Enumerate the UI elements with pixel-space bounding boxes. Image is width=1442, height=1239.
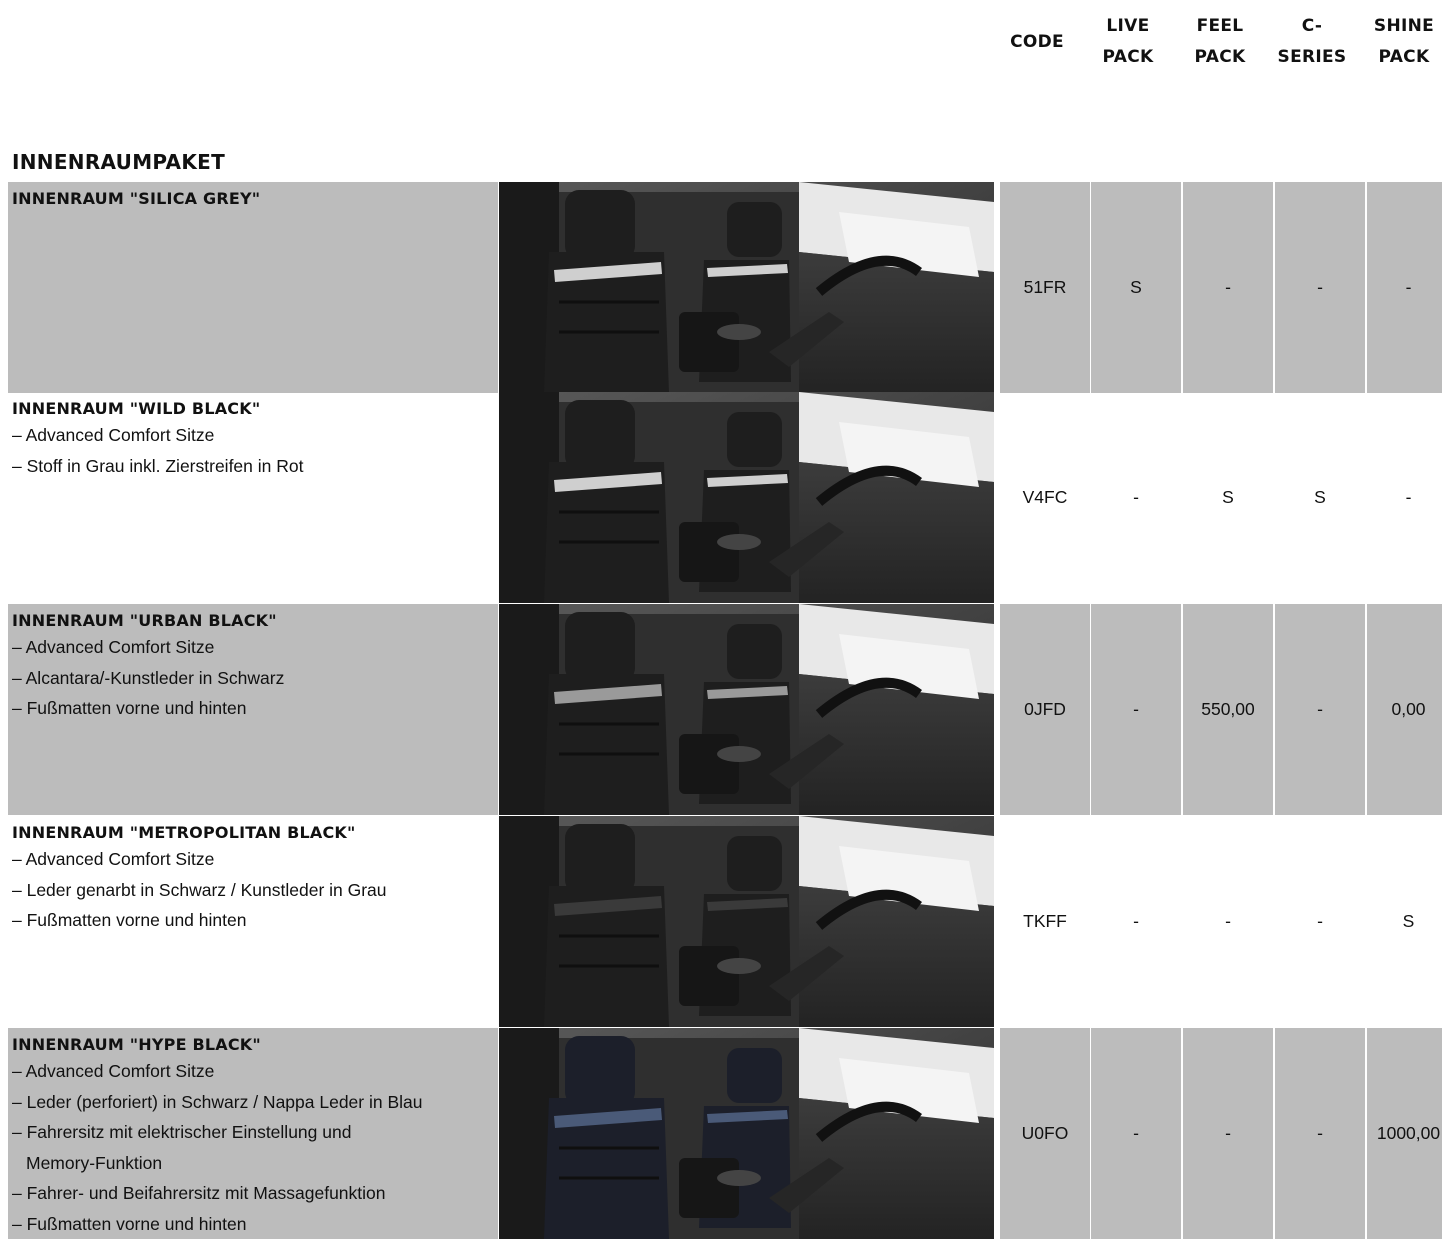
option-row bbox=[8, 1028, 1442, 1239]
c-series-cell: - bbox=[1275, 182, 1365, 393]
feature-item: – Fahrer- und Beifahrersitz mit Massagefunktion bbox=[12, 1178, 494, 1209]
code-cell: U0FO bbox=[1000, 1028, 1090, 1239]
shine-pack-cell: - bbox=[1367, 182, 1442, 393]
code-cell: 51FR bbox=[1000, 182, 1090, 393]
column-header-live-pack: LIVE PACK bbox=[1083, 10, 1173, 74]
feature-list bbox=[12, 844, 494, 936]
feature-item: – Advanced Comfort Sitze bbox=[12, 632, 494, 663]
feature-item: – Fußmatten vorne und hinten bbox=[12, 693, 494, 724]
option-title: INNENRAUM "HYPE BLACK" bbox=[12, 1034, 494, 1056]
description-cell bbox=[8, 1028, 498, 1239]
feature-list bbox=[12, 1056, 494, 1239]
shine-pack-cell: - bbox=[1367, 392, 1442, 603]
option-row bbox=[8, 604, 1442, 815]
feel-pack-cell: - bbox=[1183, 816, 1273, 1027]
interior-photo-wild-black bbox=[499, 392, 994, 603]
live-pack-cell: - bbox=[1091, 604, 1181, 815]
option-title: INNENRAUM "URBAN BLACK" bbox=[12, 610, 494, 632]
section-title: INNENRAUMPAKET bbox=[12, 150, 225, 174]
feature-item: – Fahrersitz mit elektrischer Einstellung und Memory-Funktion bbox=[12, 1117, 494, 1178]
description-cell bbox=[8, 604, 498, 815]
feature-item: – Leder (perforiert) in Schwarz / Nappa Leder in Blau bbox=[12, 1087, 494, 1118]
code-cell: TKFF bbox=[1000, 816, 1090, 1027]
description-cell bbox=[8, 392, 498, 603]
column-header-c-series: C- SERIES bbox=[1267, 10, 1357, 74]
live-pack-cell: - bbox=[1091, 816, 1181, 1027]
live-pack-cell: - bbox=[1091, 1028, 1181, 1239]
code-cell: V4FC bbox=[1000, 392, 1090, 603]
shine-pack-cell: 0,00 bbox=[1367, 604, 1442, 815]
code-cell: 0JFD bbox=[1000, 604, 1090, 815]
feel-pack-cell: - bbox=[1183, 182, 1273, 393]
column-header-code: CODE bbox=[992, 10, 1082, 74]
description-cell bbox=[8, 816, 498, 1027]
option-row bbox=[8, 182, 1442, 393]
shine-pack-cell: S bbox=[1367, 816, 1442, 1027]
live-pack-cell: - bbox=[1091, 392, 1181, 603]
feel-pack-cell: S bbox=[1183, 392, 1273, 603]
option-title: INNENRAUM "WILD BLACK" bbox=[12, 398, 494, 420]
feature-item: – Leder genarbt in Schwarz / Kunstleder in Grau bbox=[12, 875, 494, 906]
interior-photo-metropolitan-black bbox=[499, 816, 994, 1027]
column-header-shine-pack: SHINE PACK bbox=[1359, 10, 1442, 74]
option-row bbox=[8, 392, 1442, 603]
live-pack-cell: S bbox=[1091, 182, 1181, 393]
feature-item: – Advanced Comfort Sitze bbox=[12, 844, 494, 875]
description-cell bbox=[8, 182, 498, 393]
interior-photo-silica-grey bbox=[499, 182, 994, 393]
feature-list bbox=[12, 632, 494, 724]
option-row bbox=[8, 816, 1442, 1027]
feel-pack-cell: 550,00 bbox=[1183, 604, 1273, 815]
interior-photo-hype-black bbox=[499, 1028, 994, 1239]
feature-list bbox=[12, 420, 494, 481]
feature-item: – Fußmatten vorne und hinten bbox=[12, 905, 494, 936]
c-series-cell: S bbox=[1275, 392, 1365, 603]
feature-item: – Stoff in Grau inkl. Zierstreifen in Rot bbox=[12, 451, 494, 482]
c-series-cell: - bbox=[1275, 1028, 1365, 1239]
feature-item: – Fußmatten vorne und hinten bbox=[12, 1209, 494, 1239]
feel-pack-cell: - bbox=[1183, 1028, 1273, 1239]
feature-item: – Alcantara/-Kunstleder in Schwarz bbox=[12, 663, 494, 694]
c-series-cell: - bbox=[1275, 816, 1365, 1027]
column-headers bbox=[0, 0, 1442, 90]
feature-item: – Advanced Comfort Sitze bbox=[12, 420, 494, 451]
interior-photo-urban-black bbox=[499, 604, 994, 815]
option-title: INNENRAUM "METROPOLITAN BLACK" bbox=[12, 822, 494, 844]
c-series-cell: - bbox=[1275, 604, 1365, 815]
option-title: INNENRAUM "SILICA GREY" bbox=[12, 188, 494, 210]
shine-pack-cell: 1000,00 bbox=[1367, 1028, 1442, 1239]
feature-item: – Advanced Comfort Sitze bbox=[12, 1056, 494, 1087]
column-header-feel-pack: FEEL PACK bbox=[1175, 10, 1265, 74]
